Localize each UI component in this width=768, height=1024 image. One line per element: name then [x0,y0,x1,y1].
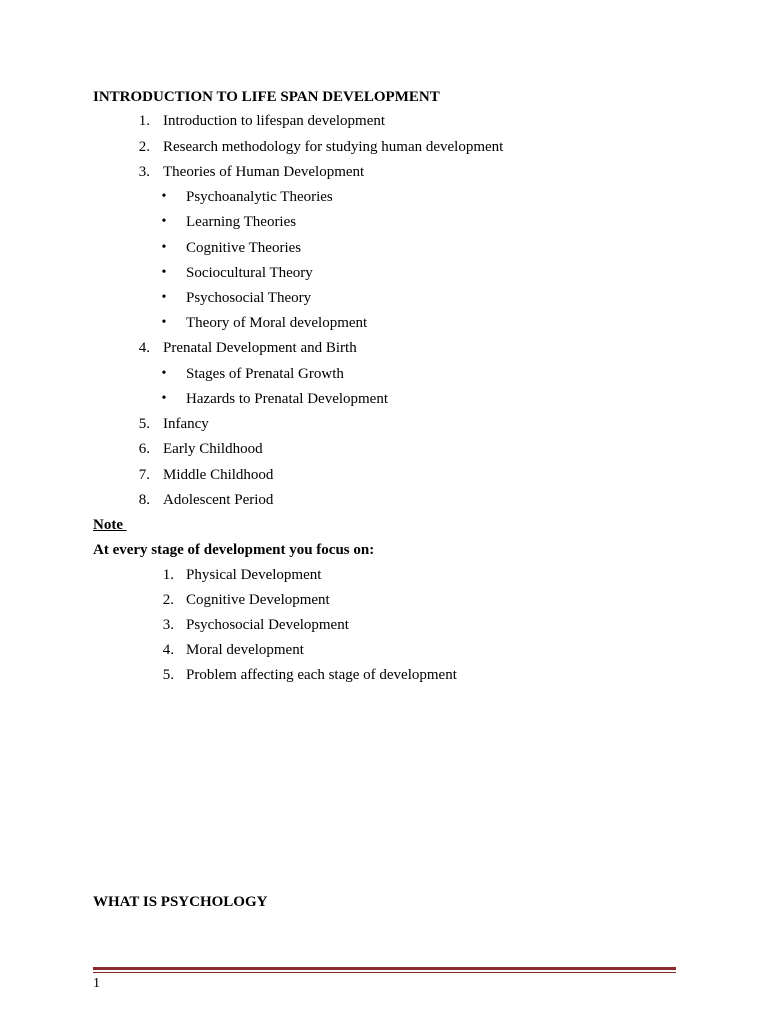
footer-rule-thin [93,972,676,973]
outline-item-number: 3. [138,164,150,180]
theory-item-text: Theory of Moral development [186,315,368,331]
focus-item-text: Physical Development [186,567,322,583]
outline-item-number: 6. [138,441,150,457]
focus-item-number: 5. [162,667,174,683]
focus-item-number: 3. [162,617,174,633]
outline-item-number: 5. [138,416,150,432]
focus-item-number: 1. [162,567,174,583]
outline-item-text: Infancy [163,416,209,432]
bullet-icon: • [161,265,167,280]
prenatal-item-text: Hazards to Prenatal Development [186,391,389,407]
outline-item-text: Theories of Human Development [163,164,365,180]
bullet-icon: • [161,214,167,229]
theory-item-text: Psychosocial Theory [186,290,312,306]
outline-item-number: 1. [138,113,150,129]
outline-item-text: Introduction to lifespan development [163,113,386,129]
bullet-icon: • [161,290,167,305]
theory-item-text: Psychoanalytic Theories [186,189,333,205]
prenatal-item-text: Stages of Prenatal Growth [186,366,344,382]
bullet-icon: • [161,315,167,330]
focus-item-text: Cognitive Development [186,592,330,608]
outline-item-text: Research methodology for studying human development [163,139,504,155]
outline-item-number: 7. [138,467,150,483]
theory-item-text: Sociocultural Theory [186,265,313,281]
page-number: 1 [93,976,100,991]
theory-item-text: Cognitive Theories [186,240,302,256]
document-title: INTRODUCTION TO LIFE SPAN DEVELOPMENT [93,89,440,105]
outline-item-number: 2. [138,139,150,155]
bullet-icon: • [161,366,167,381]
outline-item-text: Early Childhood [163,441,263,457]
focus-item-text: Psychosocial Development [186,617,349,633]
outline-item-text: Middle Childhood [163,467,274,483]
focus-item-text: Moral development [186,642,304,658]
bullet-icon: • [161,240,167,255]
section-heading: WHAT IS PSYCHOLOGY [93,894,268,910]
outline-item-text: Adolescent Period [163,492,274,508]
focus-item-number: 4. [162,642,174,658]
theory-item-text: Learning Theories [186,214,297,230]
outline-item-text: Prenatal Development and Birth [163,340,357,356]
outline-item-number: 4. [138,340,150,356]
focus-item-number: 2. [162,592,174,608]
note-label: Note [93,517,127,533]
bullet-icon: • [161,391,167,406]
outline-item-number: 8. [138,492,150,508]
focus-heading: At every stage of development you focus on: [93,542,375,558]
bullet-icon: • [161,189,167,204]
focus-item-text: Problem affecting each stage of development [186,667,457,683]
footer-rule [93,967,676,970]
